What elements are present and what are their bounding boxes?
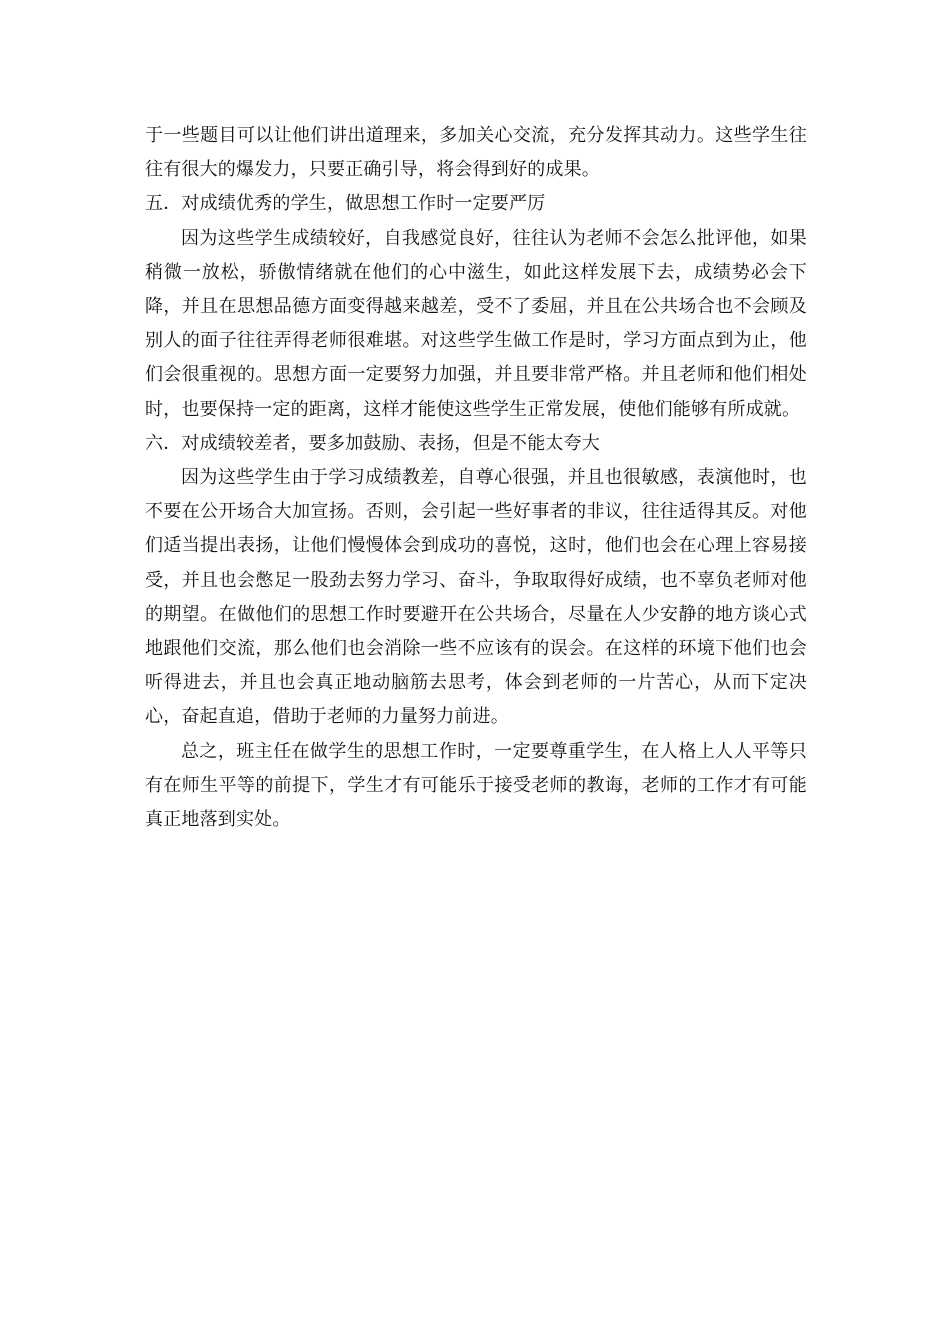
- section-heading-five: 五．对成绩优秀的学生，做思想工作时一定要严厉: [145, 193, 546, 215]
- paragraph-weaker-students: 因为这些学生由于学习成绩教差，自尊心很强，并且也很敏感，表演他时，也不要在公开场合大加宣扬。否则，会引起一些好事者的非议，往往适得其反。对他们适当提出表扬，让他们慢慢体会到成功的喜悦，这时，他们也会在心理上容易接受，并且也会憋足一股劲去努力学习、奋斗，争取取得好成绩，也不辜负老师对他的期望。在做他们的思想工作时要避开在公共场合，尽量在人少安静的地方谈心式地跟他们交流，那么他们也会消除一些不应该有的误会。在这样的环境下他们也会听得进去，并且也会真正地动脑筋去思考，体会到老师的一片苦心，从而下定决心，奋起直追，借助于老师的力量努力前进。: [145, 467, 807, 728]
- paragraph-continuation: 于一些题目可以让他们讲出道理来，多加关心交流，充分发挥其动力。这些学生往往有很大的爆发力，只要正确引导，将会得到好的成果。: [145, 125, 807, 181]
- section-heading-six: 六．对成绩较差者，要多加鼓励、表扬，但是不能太夸大: [145, 432, 600, 454]
- document-body: [145, 119, 807, 837]
- paragraph-excellent-students: 因为这些学生成绩较好，自我感觉良好，往往认为老师不会怎么批评他，如果稍微一放松，骄傲情绪就在他们的心中滋生，如此这样发展下去，成绩势必会下降，并且在思想品德方面变得越来越差，受不了委屈，并且在公共场合也不会顾及别人的面子往往弄得老师很难堪。对这些学生做工作是时，学习方面点到为止，他们会很重视的。思想方面一定要努力加强，并且要非常严格。并且老师和他们相处时，也要保持一定的距离，这样才能使这些学生正常发展，使他们能够有所成就。: [145, 227, 807, 420]
- paragraph-conclusion: 总之，班主任在做学生的思想工作时，一定要尊重学生，在人格上人人平等只有在师生平等的前提下，学生才有可能乐于接受老师的教诲，老师的工作才有可能真正地落到实处。: [145, 740, 807, 831]
